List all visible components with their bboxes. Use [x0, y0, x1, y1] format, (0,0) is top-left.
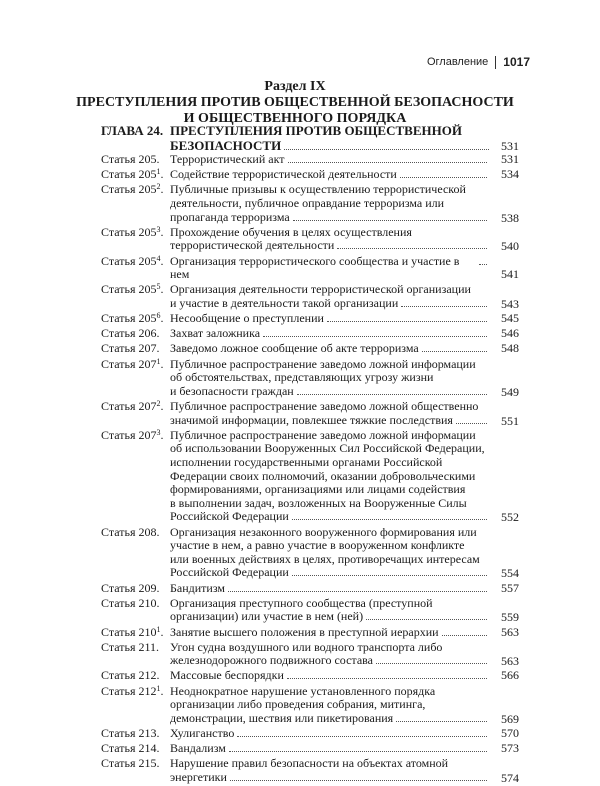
entry-page-number: 551 [501, 413, 519, 428]
leader-dots [263, 336, 487, 337]
entry-page-number: 548 [501, 341, 519, 356]
entry-page-number: 557 [501, 580, 519, 595]
article-period: . [160, 311, 164, 326]
leader-dots [337, 248, 487, 249]
toc-entry [101, 342, 519, 356]
entry-title-last-line [170, 342, 489, 356]
toc-entry [101, 183, 519, 224]
leader-dots [366, 619, 487, 620]
article-label [101, 597, 170, 624]
chapter-title-line1: ПРЕСТУПЛЕНИЯ ПРОТИВ ОБЩЕСТВЕННОЙ [170, 123, 462, 138]
article-period: . [160, 282, 164, 297]
entry-page-number: 540 [501, 239, 519, 254]
entry-title-last-line [170, 610, 489, 624]
article-label [101, 641, 170, 668]
entry-page-number: 573 [501, 741, 519, 756]
entry-title-line: Массовые беспорядки [170, 668, 284, 683]
entry-title-line: Террористический акт [170, 152, 285, 166]
entry-title [170, 283, 519, 310]
article-number: Статья 214. [101, 741, 160, 756]
running-head [427, 55, 530, 69]
toc-entry [101, 727, 519, 741]
article-label [101, 626, 170, 640]
entry-title-line: железнодорожного подвижного состава [170, 653, 373, 668]
article-label [101, 327, 170, 341]
entry-title-line: террористической деятельности [170, 238, 335, 253]
toc-entry [101, 526, 519, 580]
leader-dots [396, 721, 487, 722]
article-period: . [160, 399, 164, 414]
entry-title-last-line [170, 153, 489, 167]
section-title-line1: ПРЕСТУПЛЕНИЯ ПРОТИВ ОБЩЕСТВЕННОЙ БЕЗОПАСНОСТИ [76, 95, 514, 110]
article-label [101, 358, 170, 399]
article-number: Статья 207. [101, 341, 160, 356]
leader-dots [442, 635, 487, 636]
entry-title-last-line [170, 626, 489, 640]
article-superscript: 1 [156, 624, 161, 634]
article-number: Статья 205 [101, 282, 157, 297]
entry-page-number: 545 [501, 311, 519, 326]
leader-dots [400, 177, 487, 178]
leader-dots [297, 394, 487, 395]
entry-title [170, 597, 519, 624]
toc-entry [101, 168, 519, 182]
entry-title-line: Вандализм [170, 741, 226, 756]
article-number: Статья 213. [101, 726, 160, 741]
entry-title-line: Нарушение правил безопасности на объектах атомной [170, 756, 449, 771]
entry-page-number: 559 [501, 610, 519, 625]
article-label [101, 255, 170, 282]
leader-dots [284, 149, 489, 150]
leader-dots [376, 663, 487, 664]
chapter-title-last-line [170, 139, 519, 154]
article-number: Статья 211. [101, 639, 160, 654]
article-label [101, 183, 170, 224]
entry-title [170, 226, 519, 253]
entry-title [170, 168, 519, 182]
article-label [101, 312, 170, 326]
entry-title-line: Российской Федерации [170, 565, 289, 580]
chapter-label: ГЛАВА 24. [101, 123, 164, 138]
toc-entry [101, 358, 519, 399]
entry-title-line: Организация деятельности террористической организации [170, 282, 471, 297]
entry-page-number: 574 [501, 771, 519, 785]
entry-title-last-line [170, 566, 489, 580]
entry-title-last-line [170, 312, 489, 326]
toc-entry [101, 669, 519, 683]
article-number: Статья 205 [101, 224, 157, 239]
entry-title-line: Заведомо ложное сообщение об акте терроризма [170, 341, 419, 356]
article-label [101, 526, 170, 580]
section-title-line2: И ОБЩЕСТВЕННОГО ПОРЯДКА [183, 111, 407, 126]
entry-title-last-line [170, 255, 489, 282]
toc-entry [101, 429, 519, 524]
entry-title-last-line [170, 742, 489, 756]
article-number: Статья 215. [101, 756, 160, 771]
article-number: Статья 207 [101, 356, 157, 371]
chapter-heading [101, 124, 519, 153]
entry-page-number: 531 [501, 152, 519, 166]
article-superscript: 2 [156, 182, 161, 192]
toc-entry [101, 400, 519, 427]
entry-title-line: значимой информации, повлекшее тяжкие последствия [170, 412, 453, 427]
article-period: . [160, 182, 164, 197]
entry-page-number: 538 [501, 210, 519, 225]
entry-title-last-line [170, 771, 489, 785]
article-period: . [160, 356, 164, 371]
leader-dots [229, 751, 487, 752]
page-number: 1017 [503, 55, 530, 69]
entry-title [170, 327, 519, 341]
article-number: Статья 207 [101, 427, 157, 442]
entry-title-line: организации) или участие в нем (ней) [170, 609, 364, 624]
entry-title [170, 153, 519, 167]
entry-title-line: Публичные призывы к осуществлению террористической [170, 182, 466, 197]
entry-title-last-line [170, 211, 489, 225]
entry-title [170, 342, 519, 356]
entry-title-line: Российской Федерации [170, 509, 289, 524]
entry-title-line: Публичное распространение заведомо ложной информации [170, 427, 476, 442]
section-label: Раздел IX [264, 79, 326, 94]
article-number: Статья 205. [101, 152, 160, 166]
entry-title [170, 312, 519, 326]
entry-title [170, 669, 519, 683]
article-label [101, 669, 170, 683]
entry-title-last-line [170, 297, 489, 311]
article-superscript: 1 [156, 356, 161, 366]
entry-page-number: 570 [501, 726, 519, 741]
section-heading [70, 79, 520, 127]
article-number: Статья 208. [101, 524, 160, 539]
entry-page-number: 552 [501, 510, 519, 525]
article-period: . [160, 427, 164, 442]
article-period: . [160, 253, 164, 268]
entry-title [170, 727, 519, 741]
toc-entry [101, 685, 519, 726]
article-label [101, 582, 170, 596]
chapter-title-line2: БЕЗОПАСНОСТИ [170, 137, 282, 153]
article-label [101, 283, 170, 310]
entry-title [170, 685, 519, 726]
entry-title-line: пропаганда терроризма [170, 209, 290, 224]
article-label [101, 400, 170, 427]
leader-dots [292, 575, 487, 576]
article-superscript: 2 [156, 399, 161, 409]
article-number: Статья 207 [101, 399, 157, 414]
entry-title [170, 526, 519, 580]
entry-page-number: 563 [501, 654, 519, 669]
article-label [101, 168, 170, 182]
entry-title-line: формированиями, организациями или лицами содействия [170, 482, 466, 497]
leader-dots [327, 321, 487, 322]
article-number: Статья 210 [101, 624, 157, 639]
entry-title-last-line [170, 669, 489, 683]
entry-title-line: Организация преступного сообщества (преступной [170, 595, 433, 610]
entry-title-last-line [170, 168, 489, 182]
entry-title-line: Содействие террористической деятельности [170, 167, 397, 182]
running-head-divider [495, 56, 496, 69]
entry-title-line: Неоднократное нарушение установленного порядка [170, 683, 436, 698]
entry-title-line: Захват заложника [170, 326, 261, 341]
entry-title-line: об использовании Вооруженных Сил Российской Федерации, [170, 441, 485, 456]
entry-title-line: Прохождение обучения в целях осуществления [170, 224, 412, 239]
entry-title-line: организации либо проведения собрания, митинга, [170, 697, 426, 712]
toc-entry [101, 283, 519, 310]
article-number: Статья 210. [101, 595, 160, 610]
entry-title [170, 429, 519, 524]
entry-title [170, 626, 519, 640]
article-label [101, 727, 170, 741]
article-number: Статья 205 [101, 253, 157, 268]
article-number: Статья 206. [101, 326, 160, 341]
toc-entry [101, 226, 519, 253]
entry-title-line: Несообщение о преступлении [170, 311, 324, 326]
article-label [101, 226, 170, 253]
article-number: Статья 209. [101, 580, 160, 595]
article-superscript: 4 [156, 253, 161, 263]
article-label [101, 429, 170, 524]
article-period: . [160, 683, 164, 698]
leader-dots [292, 519, 487, 520]
entry-title-line: Организация террористического сообщества и участие в нем [170, 253, 460, 282]
toc-entry [101, 742, 519, 756]
entry-title-line: энергетики [170, 770, 227, 784]
entry-title-line: в выполнении задач, возложенных на Вооруженные Силы [170, 495, 467, 510]
entry-title-line: Хулиганство [170, 726, 235, 741]
article-label [101, 342, 170, 356]
article-superscript: 1 [156, 167, 161, 177]
article-number: Статья 205 [101, 182, 157, 197]
entry-title-last-line [170, 239, 489, 253]
toc-entry [101, 641, 519, 668]
article-number: Статья 212. [101, 668, 160, 683]
leader-dots [401, 306, 487, 307]
entry-page-number: 549 [501, 384, 519, 399]
entry-title [170, 400, 519, 427]
toc-entry [101, 153, 519, 167]
entry-title-last-line [170, 327, 489, 341]
entry-title-line: и безопасности граждан [170, 383, 294, 398]
toc-entry [101, 255, 519, 282]
entry-title-line: Публичное распространение заведомо ложной информации [170, 356, 476, 371]
entry-title [170, 255, 519, 282]
entry-page-number: 554 [501, 566, 519, 581]
entry-title-last-line [170, 712, 489, 726]
article-superscript: 3 [156, 427, 161, 437]
entry-title [170, 183, 519, 224]
entry-title [170, 742, 519, 756]
article-label [101, 742, 170, 756]
entry-title-last-line [170, 385, 489, 399]
entry-title-line: исполнении государственными органами Российской [170, 455, 443, 469]
leader-dots [237, 736, 487, 737]
entry-title-line: Федерации своих полномочий, оказании добровольческими [170, 468, 476, 483]
entry-title-last-line [170, 654, 489, 668]
entry-title-line: и участие в деятельности такой организации [170, 295, 399, 310]
leader-dots [422, 351, 487, 352]
entry-page-number: 569 [501, 711, 519, 726]
entry-page-number: 541 [501, 267, 519, 282]
toc-entry [101, 757, 519, 784]
entry-title-last-line [170, 582, 489, 596]
entry-title [170, 358, 519, 399]
article-label [101, 153, 170, 167]
entry-title [170, 582, 519, 596]
toc-entry [101, 327, 519, 341]
table-of-contents [101, 153, 519, 786]
entry-title-line: или военных действиях в целях, противоречащих интересам [170, 551, 480, 566]
leader-dots [293, 220, 487, 221]
article-superscript: 6 [156, 311, 161, 321]
article-period: . [160, 167, 164, 182]
entry-page-number: 563 [501, 624, 519, 639]
toc-entry [101, 582, 519, 596]
entry-page-number: 566 [501, 668, 519, 683]
entry-title-last-line [170, 510, 489, 524]
entry-title-line: участие в нем, а равно участие в вооруженном конфликте [170, 538, 465, 553]
article-superscript: 3 [156, 224, 161, 234]
article-period: . [160, 224, 164, 239]
toc-entry [101, 597, 519, 624]
entry-title-line: Занятие высшего положения в преступной иерархии [170, 624, 439, 639]
entry-title-line: Публичное распространение заведомо ложной общественно [170, 399, 479, 414]
leader-dots [456, 423, 487, 424]
article-number: Статья 212 [101, 683, 157, 698]
article-superscript: 1 [156, 683, 161, 693]
article-label [101, 685, 170, 726]
toc-entry [101, 626, 519, 640]
entry-title-last-line [170, 414, 489, 428]
toc-entry [101, 312, 519, 326]
entry-title-line: демонстрации, шествия или пикетирования [170, 710, 394, 725]
running-head-title: Оглавление [426, 56, 489, 68]
article-superscript: 5 [156, 282, 161, 292]
article-label [101, 757, 170, 784]
leader-dots [287, 678, 487, 679]
entry-title-line: Организация незаконного вооруженного формирования или [170, 524, 477, 539]
leader-dots [479, 264, 487, 265]
article-period: . [160, 624, 164, 639]
chapter-page: 531 [501, 138, 519, 153]
leader-dots [228, 591, 487, 592]
entry-title-line: об обстоятельствах, представляющих угрозу жизни [170, 370, 434, 385]
entry-title-line: Угон судна воздушного или водного транспорта либо [170, 639, 443, 654]
chapter-title [170, 124, 519, 153]
entry-title [170, 641, 519, 668]
article-number: Статья 205 [101, 311, 157, 326]
article-number: Статья 205 [101, 167, 157, 182]
entry-title-last-line [170, 727, 489, 741]
entry-title-line: Бандитизм [170, 580, 225, 595]
leader-dots [288, 162, 487, 163]
entry-title [170, 757, 519, 784]
leader-dots [230, 780, 487, 781]
entry-title-line: деятельности, публичное оправдание терроризма или [170, 195, 445, 210]
entry-page-number: 546 [501, 326, 519, 341]
entry-page-number: 534 [501, 167, 519, 182]
entry-page-number: 543 [501, 296, 519, 311]
